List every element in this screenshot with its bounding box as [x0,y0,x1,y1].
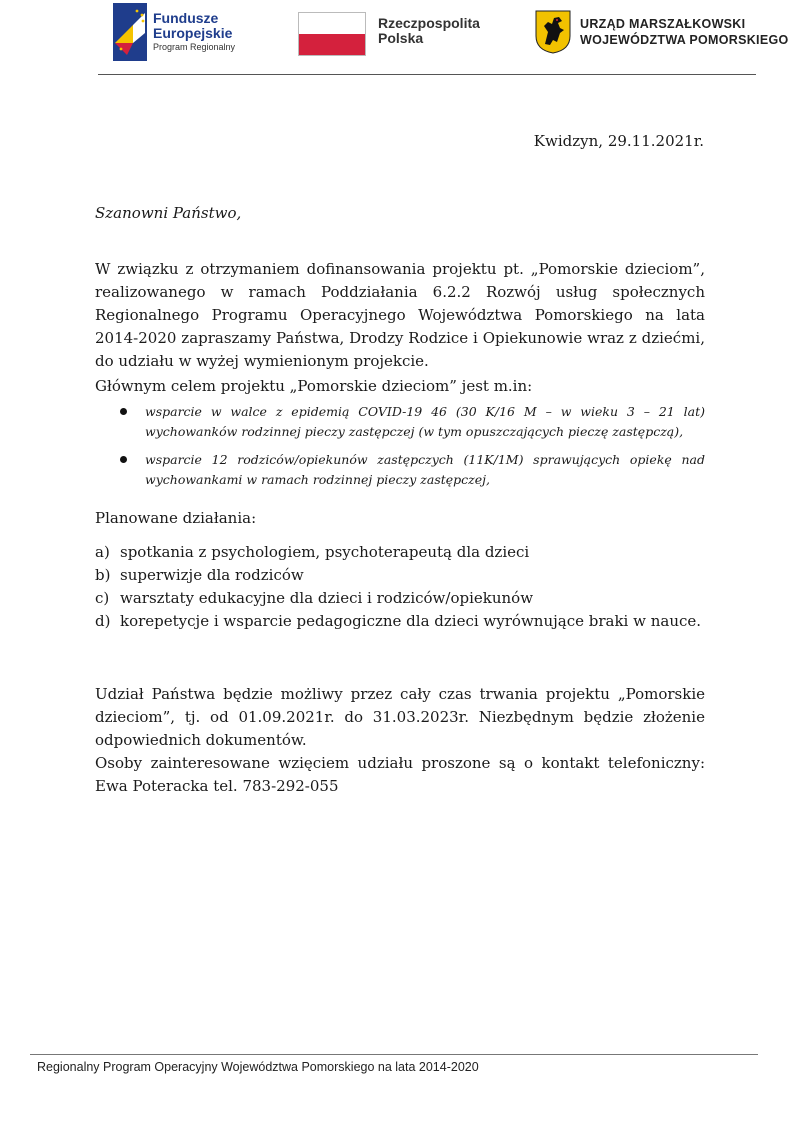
polish-flag-icon [298,12,366,56]
list-item [95,402,705,442]
goal-list [95,402,705,498]
footer-divider [30,1054,758,1055]
list-marker: d) [95,612,111,630]
fundusze-europejskie-logo [113,2,235,62]
rzeczpospolita-logo-text [378,16,480,47]
actions-list [95,541,701,633]
letter-date: Kwidzyn, 29.11.2021r. [533,132,704,150]
list-item [95,587,701,610]
greeting: Szanowni Państwo, [95,204,242,222]
action-text: superwizje dla rodziców [120,566,304,584]
list-marker: c) [95,589,110,607]
action-text: korepetycje i wsparcie pedagogiczne dla dzieci wyrównujące braki w nauce. [120,612,702,630]
um-line2: WOJEWÓDZTWA POMORSKIEGO [580,33,789,48]
urzad-marszalkowski-logo-text [580,16,789,49]
goal-heading: Głównym celem projektu „Pomorskie dzieciom” jest m.in: [95,377,533,395]
letterhead [0,0,800,76]
goal-text: wsparcie w walce z epidemią COVID-19 46 (30 K/16 M – w wieku 3 – 21 lat) wychowanków rodzinnej pieczy zastępczej (w tym opuszczających pieczę zastępczą), [145,404,705,439]
participation-paragraph: Udział Państwa będzie możliwy przez cały czas trwania projektu „Pomorskie dzieciom”, tj. od 01.09.2021r. do 31.03.2023r. Niezbędnym będzie złożenie odpowiednich dokumentów. [95,685,705,749]
goal-text: wsparcie 12 rodziców/opiekunów zastępczych (11K/1M) sprawujących opiekę nad wychowankami w ramach rodzinnej pieczy zastępczej, [145,452,705,487]
list-item [95,610,701,633]
action-text: spotkania z psychologiem, psychoterapeutą dla dzieci [120,543,530,561]
bullet-icon [120,456,127,463]
bullet-icon [120,408,127,415]
list-marker: b) [95,566,111,584]
header-divider [98,74,756,75]
list-item [95,450,705,490]
footer-text: Regionalny Program Operacyjny Województwa Pomorskiego na lata 2014-2020 [37,1060,479,1074]
um-line1: URZĄD MARSZAŁKOWSKI [580,17,746,31]
action-text: warsztaty edukacyjne dla dzieci i rodziców/opiekunów [120,589,534,607]
list-item [95,541,701,564]
pomeranian-griffin-crest-icon [535,10,571,54]
fe-logo-line3: Program Regionalny [153,42,236,53]
intro-paragraph: W związku z otrzymaniem dofinansowania projektu pt. „Pomorskie dzieciom”, realizowanego w ramach Poddziałania 6.2.2 Rozwój usług społecznych Regionalnego Programu Operacyjnego Województwa Pomorskiego na lata 2014-2020 zapraszamy Państwa, Drodzy Rodzice i Opiekunowie wraz z dziećmi, do udziału w wyżej wymienionym projekcie. [95,260,705,370]
rp-line1: Rzeczpospolita [378,15,480,31]
fe-logo-line2: Europejskie [153,24,233,41]
rp-line2: Polska [378,30,424,47]
list-item [95,564,701,587]
contact-paragraph: Osoby zainteresowane wzięciem udziału proszone są o kontakt telefoniczny: Ewa Poteracka tel. 783-292-055 [95,754,705,795]
fe-logo-line1: Fundusze [153,10,219,27]
plan-heading: Planowane działania: [95,509,257,527]
list-marker: a) [95,543,110,561]
eu-funds-icon [113,3,147,61]
